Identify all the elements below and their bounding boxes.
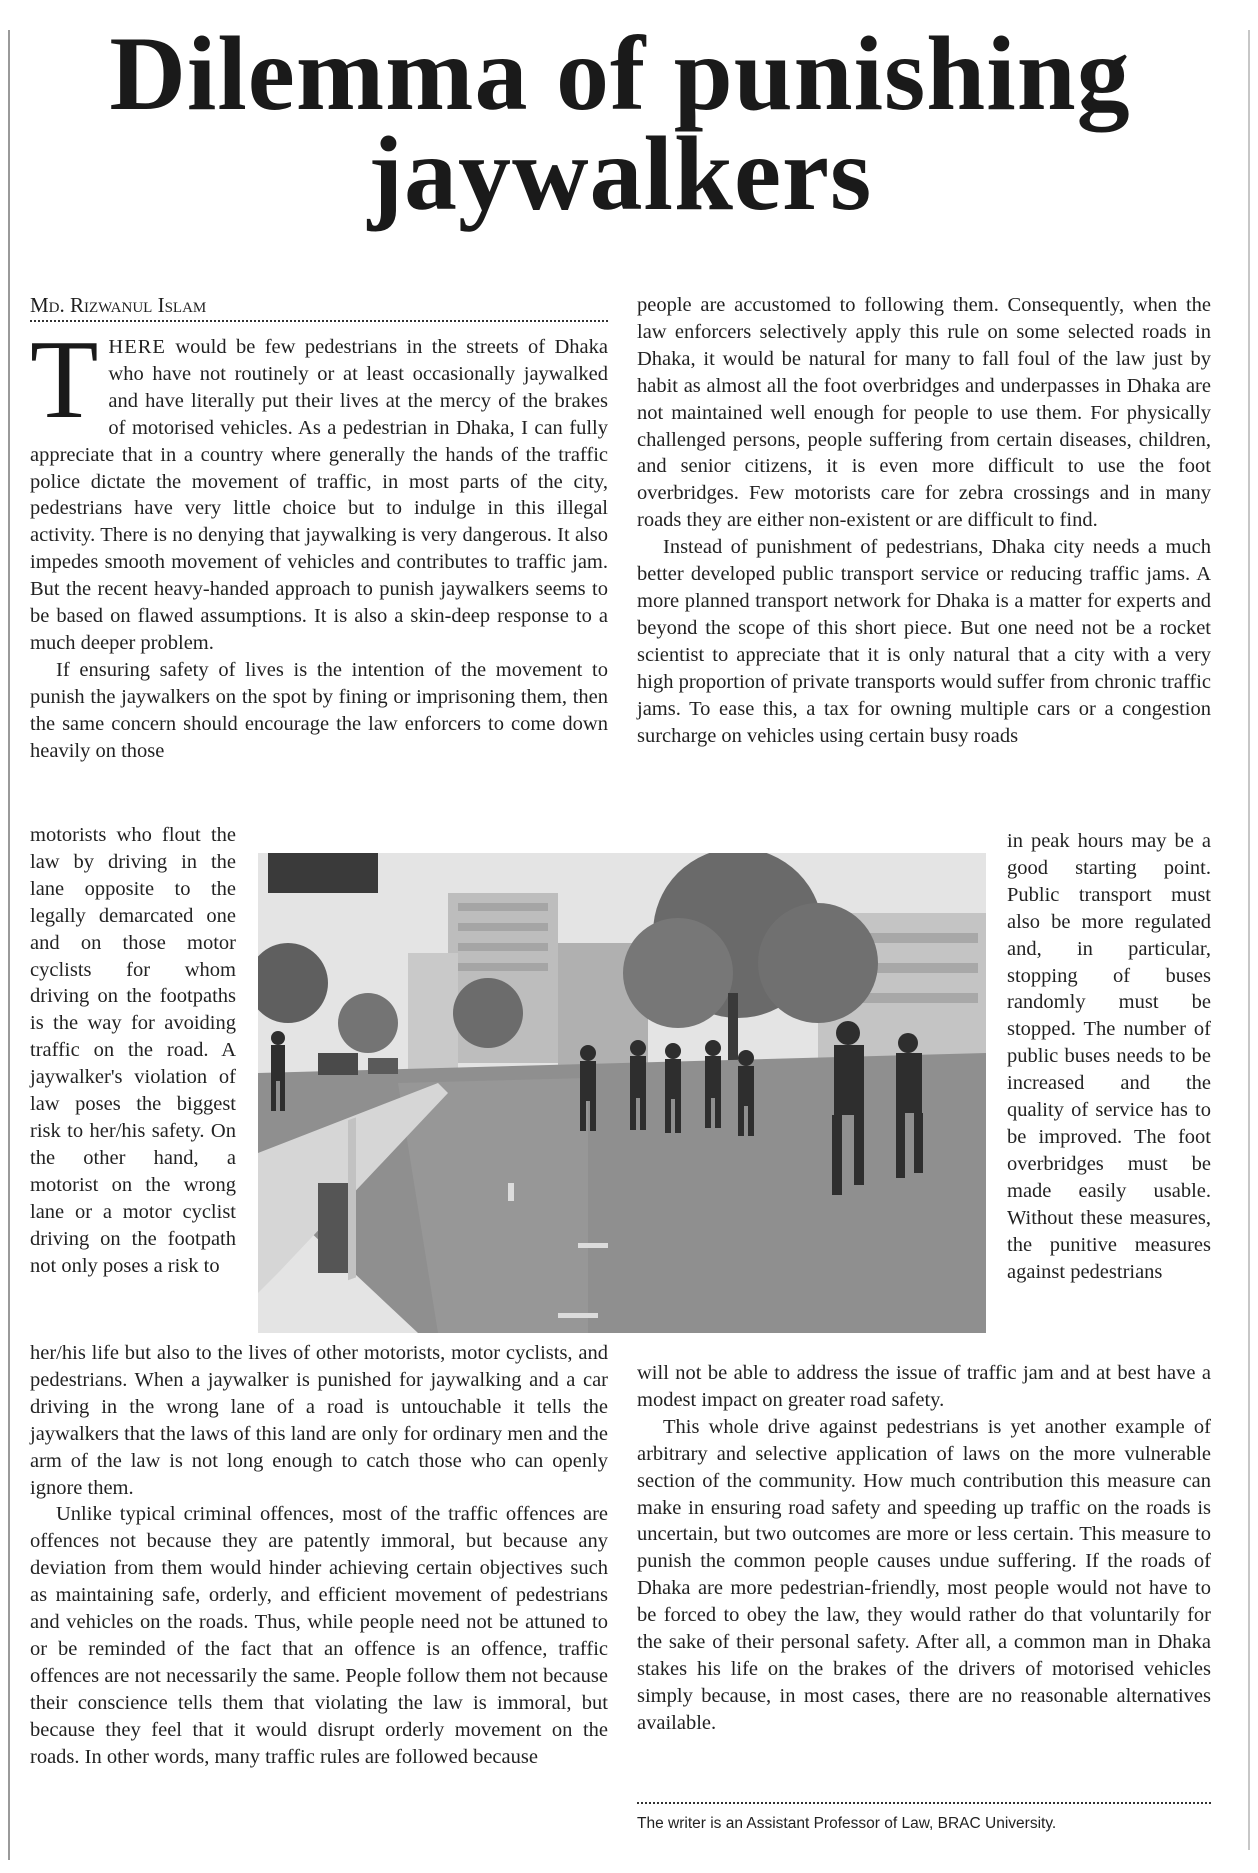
paragraph-1	[30, 318, 608, 657]
paragraph-2-start: If ensuring safety of lives is the intention of the movement to punish the jaywalkers on the spot by fining or imprisoning them, then the same concern should encourage the law enforcers to come down heavily on those	[30, 658, 608, 762]
paragraph-5-start: Instead of punishment of pedestrians, Dhaka city needs a much better developed public transport service or reducing traffic jams. A more planned transport network for Dhaka is a matter for experts and beyond the scope of this short piece. But one need not be a rocket scientist to appreciate that it is only natural that a city with a very high proportion of private transports would suffer from chronic traffic jams. To ease this, a tax for owning multiple cars or a congestion surcharge on vehicles using certain busy roads	[637, 536, 1211, 747]
paragraph-1-text: would be few pedestrians in the streets of Dhaka who have not routinely or at least occasionally jaywalked and have literally put their lives at the mercy of the brakes of motorised vehicles. As a pedestrian in Dhaka, I can fully appreciate that in a country where generally the hands of the traffic police dictate the movement of traffic, in most parts of the city, pedestrians have very little choice but to indulge in this illegal activity. There is no denying that jaywalking is very dangerous. It also impedes smooth movement of vehicles and contributes to traffic jam. But the recent heavy-handed approach to punish jaywalkers seems to be based on flawed assumptions. It is also a skin-deep response to a much deeper problem.	[30, 336, 608, 654]
byline-divider	[30, 320, 608, 322]
street-photo-illustration	[258, 853, 986, 1333]
column-2-wrap	[1007, 828, 1211, 1285]
paragraph-6: This whole drive against pedestrians is yet another example of arbitrary and selective application of laws on the more vulnerable section of the community. How much contribution this measure can make in ensuring road safety and speeding up traffic on the roads is uncertain, but two outcomes are more or less certain. This measure to punish the common people causes undue suffering. If the roads of Dhaka are more pedestrian-friendly, most people would not have to be forced to obey the law, they would rather do that voluntarily for the sake of their personal safety. After all, a common man in Dhaka stakes his life on the brakes of the drivers of motorised vehicles simply because, in most cases, there are no reasonable alternatives available.	[637, 1415, 1211, 1734]
right-page-edge	[1248, 30, 1250, 1850]
footer-divider	[637, 1802, 1211, 1804]
paragraph-4: people are accustomed to following them. Consequently, when the law enforcers selectively apply this rule on some selected roads in Dhaka, it would be natural for many to fall foul of the law just by habit as almost all the foot overbridges and underpasses in Dhaka are not maintained well enough for people to use them. For physically challenged persons, people suffering from certain diseases, children, and senior citizens, it is even more difficult to use the foot overbridges. Few motorists care for zebra crossings and in many roads they are either non-existent or are difficult to find.	[637, 294, 1211, 532]
headline	[20, 15, 1220, 232]
paragraph-5-end: will not be able to address the issue of traffic jam and at best have a modest impact on greater road safety.	[637, 1362, 1211, 1411]
column-2-bottom	[637, 1360, 1211, 1737]
paragraph-2-wrap: motorists who flout the law by driving in the lane opposite to the legally demarcated one and on those motor cyclists for whom driving on the footpaths is the way for avoiding traffic on the road. A jaywalker's violation of law poses the biggest risk to her/his safety. On the other hand, a motorist on the wrong lane or a motor cyclist driving on the footpath not only poses a risk to	[30, 824, 236, 1277]
billboard-icon	[268, 853, 378, 893]
column-2-top	[637, 292, 1211, 749]
paragraph-5-wrap: in peak hours may be a good starting point. Public transport must also be more regulated and, in particular, stopping of buses randomly must be stopped. The number of public buses needs to be increased and the quality of service has to be improved. The foot overbridges must be made easily usable. Without these measures, the punitive measures against pedestrians	[1007, 830, 1211, 1283]
headline-line-2: jaywalkers	[367, 115, 873, 232]
lead-word: HERE	[108, 336, 166, 358]
street-photo	[258, 853, 986, 1333]
drop-cap: T	[30, 318, 99, 442]
left-page-edge	[8, 30, 10, 1860]
headline-line-1: Dilemma of punishing	[109, 15, 1131, 132]
byline: Md. Rizwanul Islam	[30, 293, 207, 317]
column-1-wrap	[30, 822, 236, 1279]
column-1-top	[30, 318, 608, 765]
paragraph-3: Unlike typical criminal offences, most of the traffic offences are offences not because they are patently immoral, but because any deviation from them would hinder achieving certain objectives such as maintaining safe, orderly, and efficient movement of pedestrians and vehicles on the roads. Thus, while people need not be attuned to or be reminded of the fact that an offence is an offence, traffic offences are not necessarily the same. People follow them not because their conscience tells them that violating the law is immoral, but because they feel that it would disrupt orderly movement on the roads. In other words, many traffic rules are followed because	[30, 1503, 608, 1768]
author-note: The writer is an Assistant Professor of Law, BRAC University.	[637, 1815, 1057, 1832]
paragraph-2-end: her/his life but also to the lives of other motorists, motor cyclists, and pedestrians. When a jaywalker is punished for jaywalking and a car driving in the wrong lane of a road is untouchable it tells the jaywalkers that the laws of this land are only for ordinary men and the arm of the law is not long enough to catch those who can openly ignore them.	[30, 1342, 608, 1499]
column-1-bottom	[30, 1340, 608, 1771]
